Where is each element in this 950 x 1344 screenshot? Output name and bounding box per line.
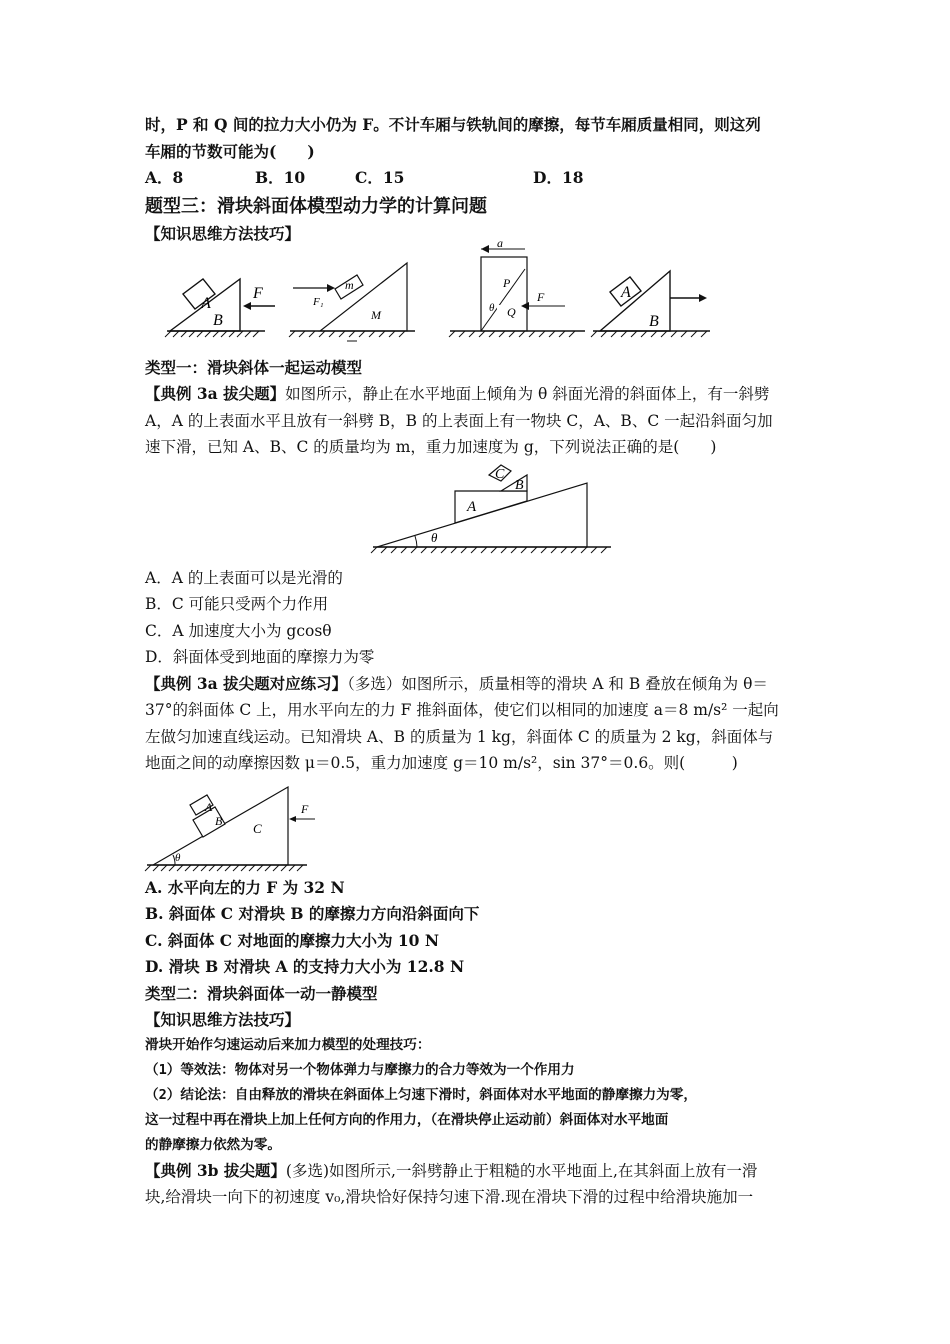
fig4-label-b: B xyxy=(649,313,659,330)
ex3-line-2: 块,给滑块一向下的初速度 v₀,滑块恰好保持匀速下滑.现在滑块下滑的过程中给滑块施加一 xyxy=(145,1188,754,1206)
tips-heading-1: 【知识思维方法技巧】 xyxy=(145,224,301,243)
ex2-figure xyxy=(145,777,810,873)
fig3-label-q: Q xyxy=(507,305,516,319)
intro-line-2: 车厢的节数可能为( ) xyxy=(145,141,315,161)
fig4-label-a: A xyxy=(621,284,631,301)
ex3-line-1 xyxy=(145,1158,810,1185)
ex1-text-1: 如图所示，静止在水平地面上倾角为 θ 斜面光滑的斜面体上，有一斜劈 xyxy=(285,385,770,403)
fig3-box xyxy=(449,236,585,337)
tip-line-4: 的静摩擦力依然为零。 xyxy=(145,1136,281,1153)
ex1-fig-label-a: A xyxy=(467,498,477,515)
fig2-label-m: m xyxy=(345,278,354,292)
ex2-line-3: 左做匀加速直线运动。已知滑块 A、B 的质量为 1 kg，斜面体 C 的质量为 2 kg，斜面体与 xyxy=(145,727,774,746)
ex2-fig-label-a: A xyxy=(205,799,213,814)
intro-line-1: 时，P 和 Q 间的拉力大小仍为 F。不计车厢与铁轨间的摩擦，每节车厢质量相同，则这列 xyxy=(145,115,761,134)
ex1-line-3: 速下滑，已知 A、B、C 的质量均为 m，重力加速度为 g，下列说法正确的是( ) xyxy=(145,438,717,456)
ex2-fig-label-theta: θ xyxy=(175,851,181,864)
ex1-fig-label-b: B xyxy=(515,477,524,493)
fig2-label-m-big: M xyxy=(371,308,381,322)
ex2-fig-label-f: F xyxy=(301,801,309,816)
option-c: C．15 xyxy=(355,168,405,187)
fig2-label-f1: F₁ xyxy=(313,296,324,308)
ex1-fig-label-theta: θ xyxy=(431,529,438,545)
ex1-figure-wrap xyxy=(145,461,810,561)
figure-row-top xyxy=(145,236,810,351)
ex2-option-b: B. 斜面体 C 对滑块 B 的摩擦力方向沿斜面向下 xyxy=(145,904,480,923)
ex1-option-c: C．A 加速度大小为 gcosθ xyxy=(145,621,332,640)
ex2-option-c: C. 斜面体 C 对地面的摩擦力大小为 10 N xyxy=(145,930,440,950)
fig1-label-a: A xyxy=(201,295,211,312)
ex2-figure-wrap xyxy=(145,777,810,873)
fig2-wedge xyxy=(289,263,415,341)
fig3-label-p: P xyxy=(503,276,511,290)
fig3-label-a: a xyxy=(497,236,503,250)
ex1-option-d: D．斜面体受到地面的摩擦力为零 xyxy=(145,648,375,666)
section-title: 题型三：滑块斜面体模型动力学的计算问题 xyxy=(145,196,487,217)
type1-heading: 类型一：滑块斜体一起运动模型 xyxy=(145,358,363,377)
document-page xyxy=(145,112,810,1211)
ex1-option-b: B．C 可能只受两个力作用 xyxy=(145,595,329,613)
ex1-option-a: A．A 的上表面可以是光滑的 xyxy=(145,568,343,587)
ex2-option-d: D. 滑块 B 对滑块 A 的支持力大小为 12.8 N xyxy=(145,957,465,976)
fig3-label-theta: θ xyxy=(489,302,495,314)
option-a: A．8 xyxy=(145,168,184,187)
ex2-text-1: （多选）如图所示，质量相等的滑块 A 和 B 叠放在倾角为 θ＝ xyxy=(347,674,768,693)
ex2-option-a: A. 水平向左的力 F 为 32 N xyxy=(145,877,345,897)
ex3-text-1: (多选)如图所示,一斜劈静止于粗糙的水平地面上,在其斜面上放有一滑 xyxy=(285,1161,758,1180)
tip-line-1: （1）等效法：物体对另一个物体弹力与摩擦力的合力等效为一个作用力 xyxy=(145,1061,575,1078)
ex3-tag: 【典例 3b 拔尖题】 xyxy=(145,1160,286,1180)
tip-line-2: （2）结论法：自由释放的滑块在斜面体上匀速下滑时，斜面体对水平地面的静摩擦力为零， xyxy=(145,1086,697,1103)
fig1-label-b: B xyxy=(213,312,223,329)
tip-line-3: 这一过程中再在滑块上加上任何方向的作用力，（在滑块停止运动前）斜面体对水平地面 xyxy=(145,1111,669,1128)
fig1-wedge xyxy=(165,279,275,337)
type2-heading: 类型二：滑块斜面体一动一静模型 xyxy=(145,983,378,1003)
tips-heading-2: 【知识思维方法技巧】 xyxy=(145,1009,301,1029)
option-d: D．18 xyxy=(533,168,584,187)
ex2-fig-label-b: B xyxy=(215,813,223,828)
ex2-line-2: 37°的斜面体 C 上，用水平向左的力 F 推斜面体，使它们以相同的加速度 a＝8 m/s² 一起向 xyxy=(145,701,779,719)
ex1-line-1 xyxy=(145,381,810,408)
ex1-figure xyxy=(145,461,810,561)
ex2-line-4: 地面之间的动摩擦因数 μ＝0.5，重力加速度 g＝10 m/s²，sin 37°＝0.6。则( ) xyxy=(145,754,738,772)
ex2-line-1 xyxy=(145,671,810,698)
fig4-wedge xyxy=(591,271,710,337)
top-figures xyxy=(145,236,810,351)
intro-options xyxy=(145,165,810,191)
fig3-label-f: F xyxy=(537,290,545,304)
option-b: B．10 xyxy=(255,168,306,187)
ex2-tag: 【典例 3a 拔尖题对应练习】 xyxy=(145,673,348,693)
fig1-label-f: F xyxy=(253,285,263,302)
ex1-tag: 【典例 3a 拔尖题】 xyxy=(145,384,286,403)
tip-line-0: 滑块开始作匀速运动后来加力模型的处理技巧： xyxy=(145,1036,431,1053)
ex2-fig-label-c: C xyxy=(253,820,262,836)
ex1-fig-label-c: C xyxy=(495,466,505,482)
ex1-line-2: A，A 的上表面水平且放有一斜劈 B，B 的上表面上有一物块 C，A、B、C 一起沿斜面匀加 xyxy=(145,411,773,430)
